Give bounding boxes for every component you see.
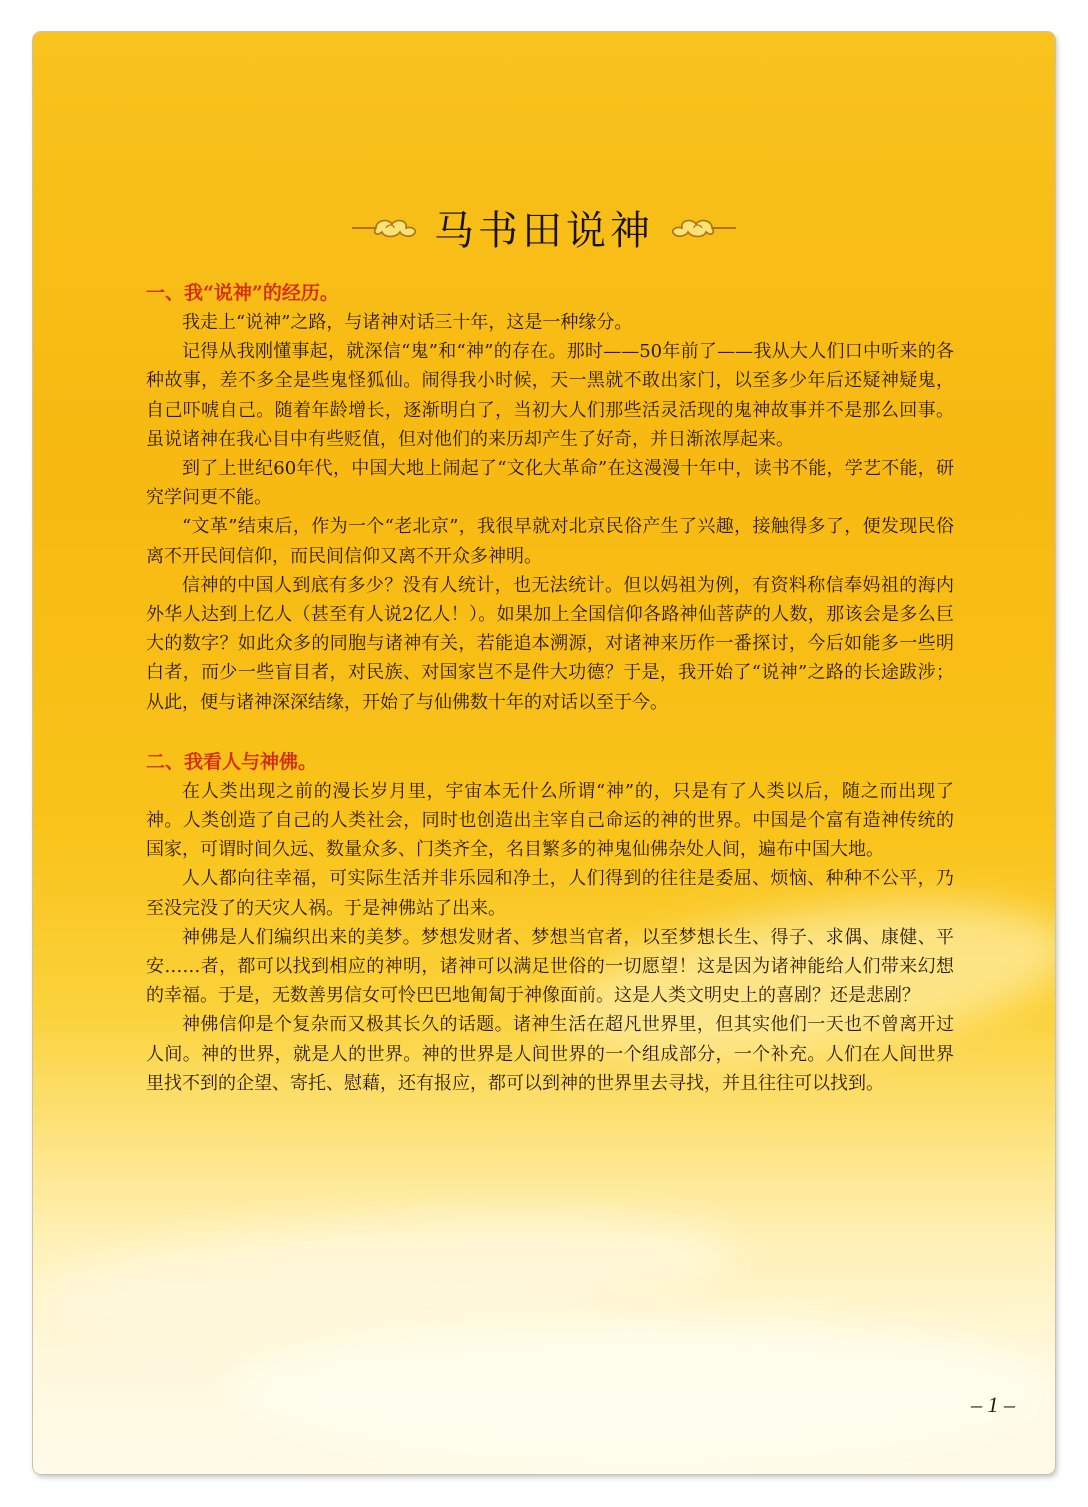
paragraph: 到了上世纪60年代，中国大地上闹起了“文化大革命”在这漫漫十年中，读书不能，学艺不能，研究学问更不能。 bbox=[146, 458, 954, 509]
paragraph: 在人类出现之前的漫长岁月里，宇宙本无什么所谓“神”的，只是有了人类以后，随之而出现了神。人类创造了自己的人类社会，同时也创造出主宰自己命运的神的世界。中国是个富有造神传统的国家，可谓时间久远、数量众多、门类齐全，名目繁多的神鬼仙佛杂处人间，遍布中国大地。 bbox=[146, 780, 954, 861]
section-heading: 二、我看人与神佛。 bbox=[146, 750, 318, 773]
paragraph: “文革”结束后，作为一个“老北京”，我很早就对北京民俗产生了兴趣，接触得多了，便发现民俗离不开民间信仰，而民间信仰又离不开众多神明。 bbox=[146, 516, 954, 567]
title-banner bbox=[33, 192, 1055, 262]
paragraph: 记得从我刚懂事起，就深信“鬼”和“神”的存在。那时——50年前了——我从大人们口中听来的各种故事，差不多全是些鬼怪狐仙。闹得我小时候，天一黑就不敢出家门，以至多少年后还疑神疑鬼，自己吓唬自己。随着年龄增长，逐渐明白了，当初大人们那些活灵活现的鬼神故事并不是那么回事。虽说诸神在我心目中有些贬值，但对他们的来历却产生了好奇，并日渐浓厚起来。 bbox=[146, 341, 954, 450]
paragraph: 人人都向往幸福，可实际生活并非乐园和净土，人们得到的往往是委屈、烦恼、种种不公平，乃至没完没了的天灾人祸。于是神佛站了出来。 bbox=[146, 868, 954, 919]
cloud-ornament-icon bbox=[668, 214, 738, 240]
light-glow bbox=[233, 1322, 1053, 1462]
section-heading: 一、我“说神”的经历。 bbox=[146, 282, 339, 304]
page-title: 马书田说神 bbox=[434, 207, 654, 254]
page-number: – 1 – bbox=[971, 1392, 1015, 1417]
article-body bbox=[146, 278, 954, 1098]
paragraph: 神佛是人们编织出来的美梦。梦想发财者、梦想当官者，以至梦想长生、得子、求偶、康健、平安……者，都可以找到相应的神明，诸神可以满足世俗的一切愿望！这是因为诸神能给人们带来幻想的幸福。于是，无数善男信女可怜巴巴地匍匐于神像面前。这是人类文明史上的喜剧？还是悲剧？ bbox=[146, 926, 954, 1007]
cloud-ornament-icon bbox=[350, 214, 420, 240]
book-page bbox=[33, 32, 1055, 1474]
paragraph: 我走上“说神”之路，与诸神对话三十年，这是一种缘分。 bbox=[182, 312, 633, 333]
paragraph: 信神的中国人到底有多少？没有人统计，也无法统计。但以妈祖为例，有资料称信奉妈祖的海内外华人达到上亿人（甚至有人说2亿人！）。如果加上全国信仰各路神仙菩萨的人数，那该会是多么巨大的数字？如此众多的同胞与诸神有关，若能追本溯源，对诸神来历作一番探讨，今后如能多一些明白者，而少一些盲目者，对民族、对国家岂不是件大功德？于是，我开始了“说神”之路的长途跋涉；从此，便与诸神深深结缘，开始了与仙佛数十年的对话以至于今。 bbox=[146, 574, 954, 713]
paragraph: 神佛信仰是个复杂而又极其长久的话题。诸神生活在超凡世界里，但其实他们一天也不曾离开过人间。神的世界，就是人的世界。神的世界是人间世界的一个组成部分，一个补充。人们在人间世界里找不到的企望、寄托、慰藉，还有报应，都可以到神的世界里去寻找，并且往往可以找到。 bbox=[146, 1014, 954, 1094]
